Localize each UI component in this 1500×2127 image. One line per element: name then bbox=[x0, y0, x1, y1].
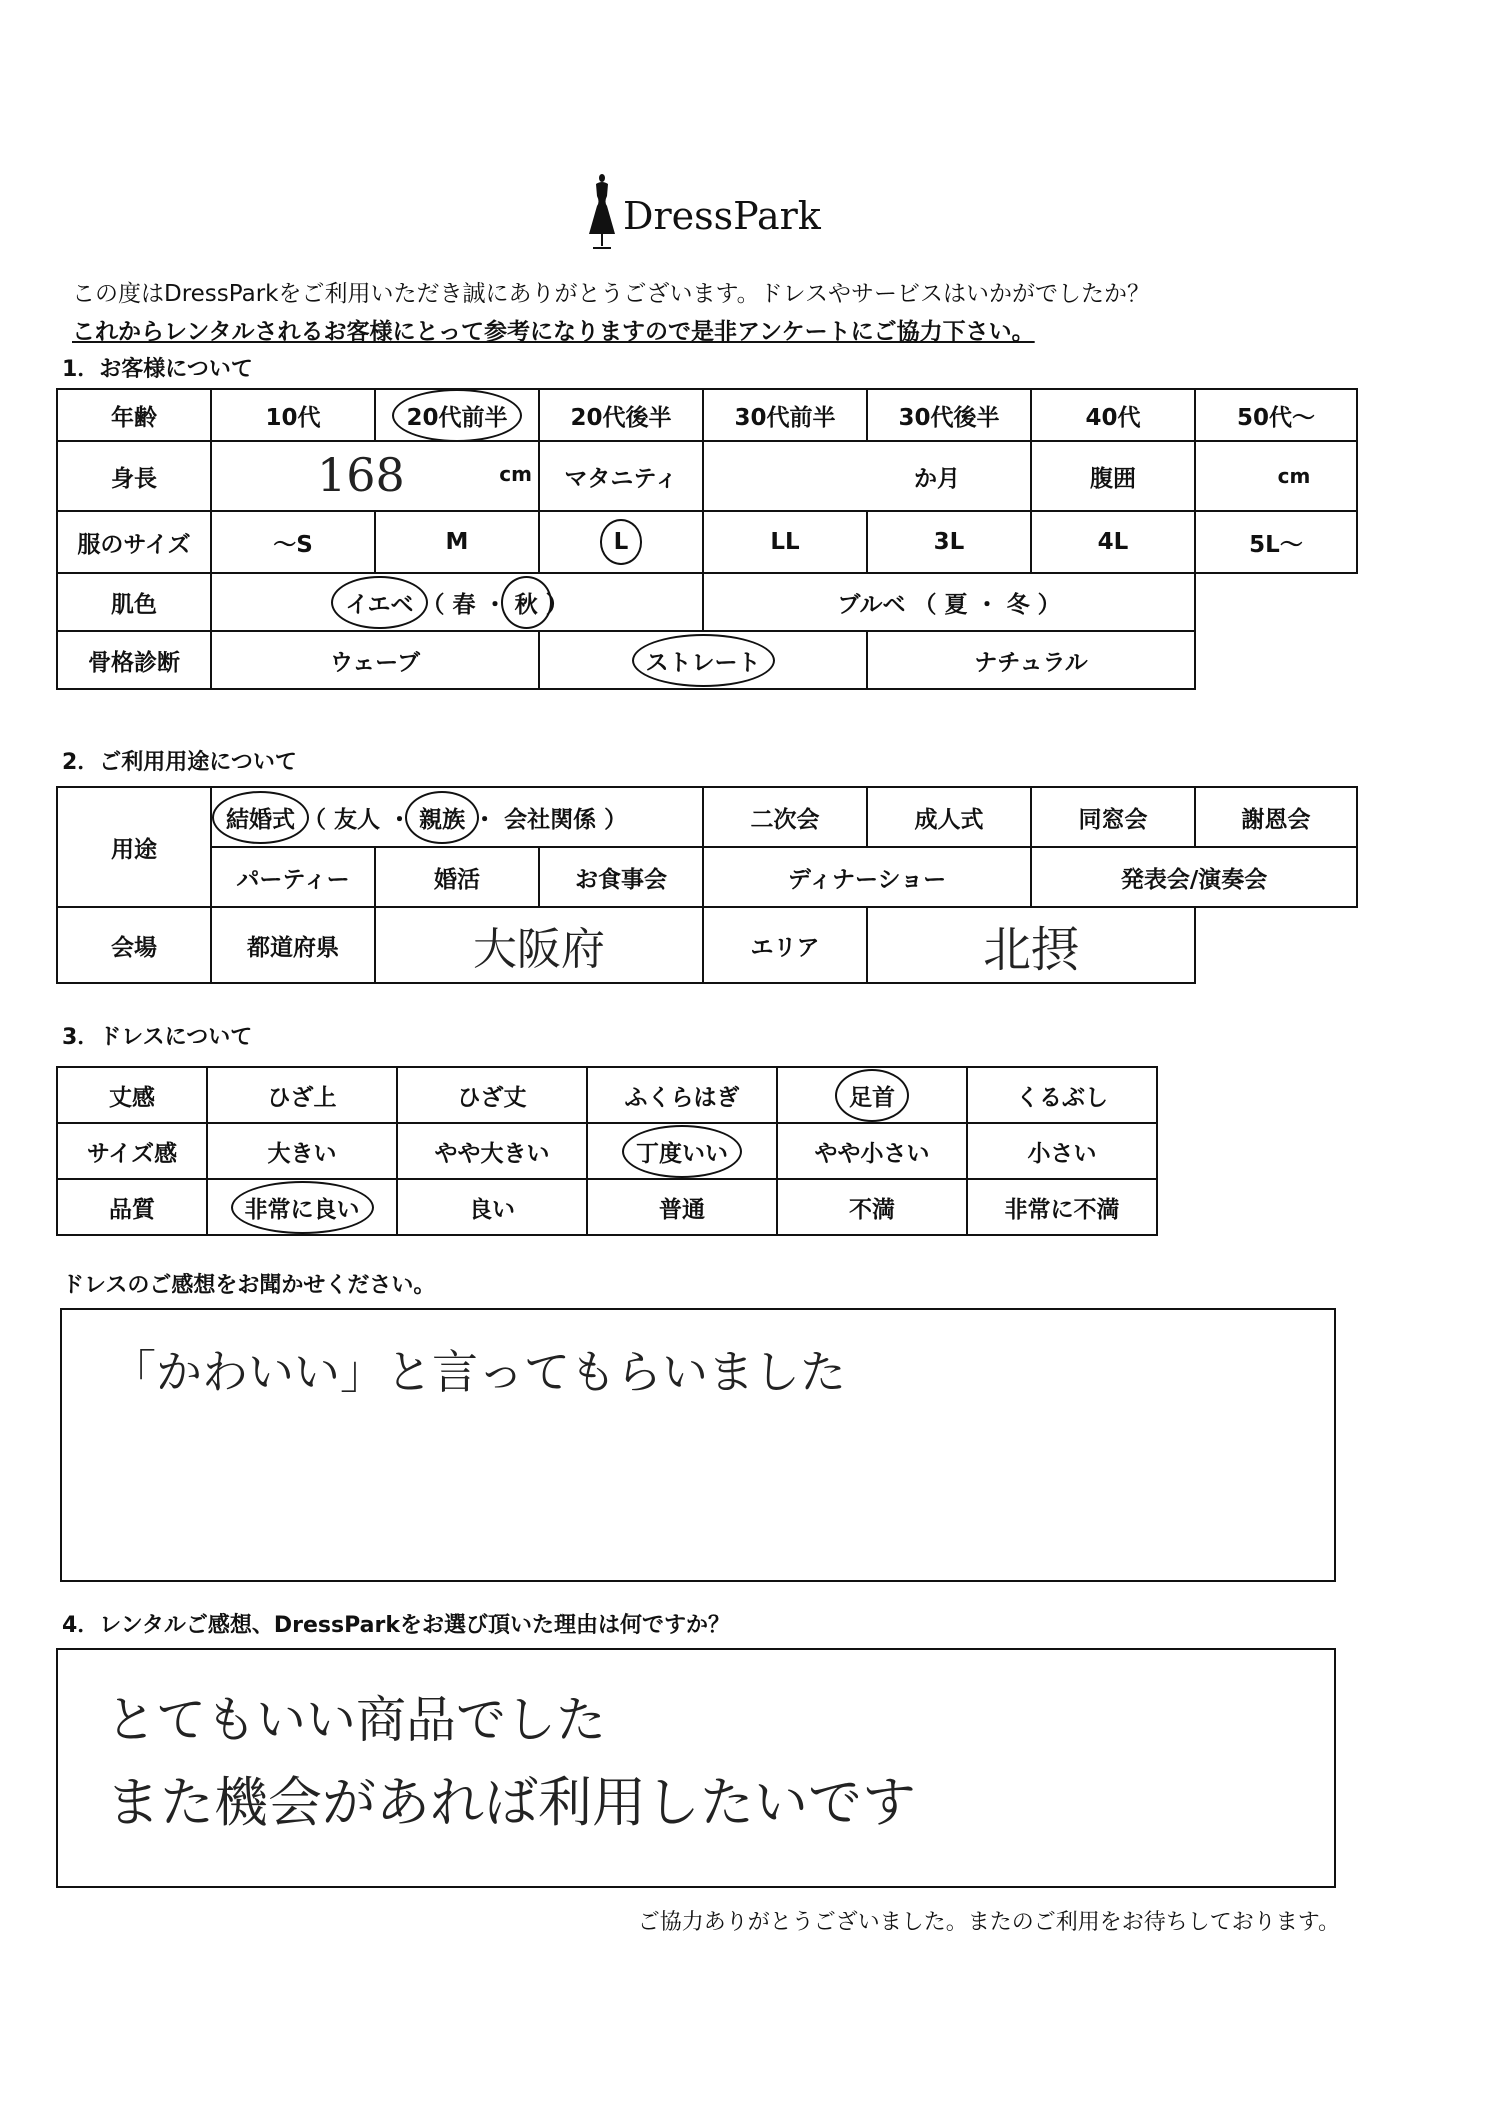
yellow-base-selected: イエベ bbox=[345, 586, 413, 619]
age-label: 年齢 bbox=[57, 389, 211, 441]
size-option[interactable]: 4L bbox=[1031, 511, 1195, 573]
intro-text: この度はDressParkをご利用いただき誠にありがとうございます。ドレスやサービスはいかがでしたか？ bbox=[72, 281, 1150, 307]
rental-comment-line-1: とてもいい商品でした bbox=[106, 1691, 606, 1749]
dress-comment-title: ドレスのご感想をお聞かせください。 bbox=[62, 1273, 436, 1298]
quality-option[interactable]: 不満 bbox=[777, 1179, 967, 1235]
height-field[interactable] bbox=[211, 441, 539, 511]
prefecture-label: 都道府県 bbox=[211, 907, 375, 983]
rental-comment-line-2: また機会があれば利用したいです bbox=[106, 1771, 916, 1834]
blue-base-label: ブルベ bbox=[837, 591, 906, 618]
dress-table bbox=[56, 1066, 1158, 1236]
section-1-title: 1．お客様について bbox=[62, 357, 253, 382]
fit-option[interactable]: やや大きい bbox=[397, 1123, 587, 1179]
prefecture-field[interactable] bbox=[375, 907, 703, 983]
dot-separator: ・ bbox=[473, 806, 497, 833]
company-option: 会社関係 bbox=[504, 806, 597, 833]
purpose-row-1 bbox=[57, 787, 1357, 847]
quality-option[interactable]: 良い bbox=[397, 1179, 587, 1235]
purpose-option[interactable]: 婚活 bbox=[375, 847, 539, 907]
dress-form-icon bbox=[585, 172, 619, 252]
dot-separator: ・ bbox=[388, 806, 412, 833]
paren-close: ） bbox=[604, 806, 628, 833]
empty-cell bbox=[1195, 573, 1357, 631]
age-option[interactable]: 50代〜 bbox=[1195, 389, 1357, 441]
paren-open: （ bbox=[303, 806, 327, 833]
winter-option: 冬 bbox=[1006, 591, 1030, 618]
relative-selected: 親族 bbox=[419, 801, 465, 834]
prefecture-value: 大阪府 bbox=[473, 924, 605, 975]
blue-base-option[interactable] bbox=[703, 573, 1195, 631]
skeleton-option[interactable]: ウェーブ bbox=[211, 631, 539, 689]
age-option[interactable]: 30代後半 bbox=[867, 389, 1031, 441]
age-option[interactable]: 20代後半 bbox=[539, 389, 703, 441]
skeleton-row bbox=[57, 631, 1357, 689]
skin-row bbox=[57, 573, 1357, 631]
fit-selected-value: 丁度いい bbox=[636, 1135, 728, 1168]
size-option[interactable]: 〜S bbox=[211, 511, 375, 573]
rental-comment-box[interactable] bbox=[56, 1648, 1336, 1888]
length-option[interactable]: ひざ丈 bbox=[397, 1067, 587, 1123]
fit-row bbox=[57, 1123, 1157, 1179]
height-unit: cm bbox=[499, 462, 532, 486]
paren-close: ） bbox=[545, 591, 569, 618]
size-option[interactable]: 3L bbox=[867, 511, 1031, 573]
section-3-title: 3．ドレスについて bbox=[62, 1025, 253, 1050]
skeleton-label: 骨格診断 bbox=[57, 631, 211, 689]
length-option-selected[interactable] bbox=[777, 1067, 967, 1123]
dress-comment-box[interactable] bbox=[60, 1308, 1336, 1582]
size-option[interactable]: 5L〜 bbox=[1195, 511, 1357, 573]
age-selected-value: 20代前半 bbox=[406, 399, 507, 432]
fit-option[interactable]: 小さい bbox=[967, 1123, 1157, 1179]
length-row bbox=[57, 1067, 1157, 1123]
paren-open: （ bbox=[913, 591, 937, 618]
purpose-option[interactable]: 同窓会 bbox=[1031, 787, 1195, 847]
purpose-option[interactable]: 成人式 bbox=[867, 787, 1031, 847]
months-unit: か月 bbox=[914, 465, 960, 492]
length-option[interactable]: くるぶし bbox=[967, 1067, 1157, 1123]
quality-selected-value: 非常に良い bbox=[245, 1191, 360, 1224]
size-label: 服のサイズ bbox=[57, 511, 211, 573]
dress-comment-text: 「かわいい」と言ってもらいました bbox=[110, 1345, 846, 1399]
height-value: 168 bbox=[317, 448, 405, 502]
size-option[interactable]: LL bbox=[703, 511, 867, 573]
spring-option: 春 bbox=[452, 591, 476, 618]
dresspark-logo bbox=[585, 172, 915, 262]
empty-cell bbox=[1195, 907, 1357, 983]
size-selected-value: L bbox=[613, 529, 629, 555]
skeleton-option-selected[interactable] bbox=[539, 631, 867, 689]
quality-option-selected[interactable] bbox=[207, 1179, 397, 1235]
size-option-selected[interactable] bbox=[539, 511, 703, 573]
height-row bbox=[57, 441, 1357, 511]
area-label: エリア bbox=[703, 907, 867, 983]
section-2-title: 2．ご利用用途について bbox=[62, 750, 297, 775]
skin-label: 肌色 bbox=[57, 573, 211, 631]
height-label: 身長 bbox=[57, 441, 211, 511]
purpose-option[interactable]: お食事会 bbox=[539, 847, 703, 907]
age-option-selected[interactable] bbox=[375, 389, 539, 441]
section-4-title: 4．レンタルご感想、DressParkをお選び頂いた理由は何ですか？ bbox=[62, 1613, 730, 1638]
purpose-option[interactable]: 謝恩会 bbox=[1195, 787, 1357, 847]
waist-unit: cm bbox=[1277, 464, 1311, 488]
purpose-row-2 bbox=[57, 847, 1357, 907]
purpose-option[interactable]: 二次会 bbox=[703, 787, 867, 847]
age-option[interactable]: 10代 bbox=[211, 389, 375, 441]
empty-cell bbox=[1195, 631, 1357, 689]
purpose-label: 用途 bbox=[57, 787, 211, 907]
waist-label: 腹囲 bbox=[1031, 441, 1195, 511]
customer-table bbox=[56, 388, 1358, 690]
thank-you-footer: ご協力ありがとうございました。またのご利用をお待ちしております。 bbox=[637, 1910, 1340, 1935]
fit-option-selected[interactable] bbox=[587, 1123, 777, 1179]
maternity-field[interactable] bbox=[703, 441, 1031, 511]
yellow-base-option[interactable] bbox=[211, 573, 703, 631]
quality-option[interactable]: 普通 bbox=[587, 1179, 777, 1235]
size-row bbox=[57, 511, 1357, 573]
paren-open: （ bbox=[421, 591, 445, 618]
summer-option: 夏 bbox=[944, 591, 968, 618]
quality-option[interactable]: 非常に不満 bbox=[967, 1179, 1157, 1235]
quality-label: 品質 bbox=[57, 1179, 207, 1235]
area-value: 北摂 bbox=[983, 921, 1080, 978]
waist-field[interactable] bbox=[1195, 441, 1357, 511]
length-option[interactable]: ふくらはぎ bbox=[587, 1067, 777, 1123]
intro-request: これからレンタルされるお客様にとって参考になりますので是非アンケートにご協力下さい。 bbox=[72, 319, 1035, 345]
age-option[interactable]: 30代前半 bbox=[703, 389, 867, 441]
quality-row bbox=[57, 1179, 1157, 1235]
dot-separator: ・ bbox=[975, 591, 999, 618]
maternity-label: マタニティ bbox=[539, 441, 703, 511]
fit-label: サイズ感 bbox=[57, 1123, 207, 1179]
length-label: 丈感 bbox=[57, 1067, 207, 1123]
skeleton-option[interactable]: ナチュラル bbox=[867, 631, 1195, 689]
wedding-selected: 結婚式 bbox=[226, 801, 295, 834]
area-field[interactable] bbox=[867, 907, 1195, 983]
length-selected-value: 足首 bbox=[849, 1079, 895, 1112]
wedding-option[interactable] bbox=[211, 787, 703, 847]
autumn-selected: 秋 bbox=[515, 586, 538, 619]
friend-option: 友人 bbox=[334, 806, 381, 833]
paren-close: ） bbox=[1037, 591, 1061, 618]
purpose-table bbox=[56, 786, 1358, 984]
age-row bbox=[57, 389, 1357, 441]
brand-name: DressPark bbox=[623, 194, 821, 238]
size-option[interactable]: M bbox=[375, 511, 539, 573]
venue-label: 会場 bbox=[57, 907, 211, 983]
age-option[interactable]: 40代 bbox=[1031, 389, 1195, 441]
purpose-option[interactable]: 発表会/演奏会 bbox=[1031, 847, 1357, 907]
purpose-option[interactable]: ディナーショー bbox=[703, 847, 1031, 907]
venue-row bbox=[57, 907, 1357, 983]
skeleton-selected-value: ストレート bbox=[646, 644, 761, 677]
length-option[interactable]: ひざ上 bbox=[207, 1067, 397, 1123]
fit-option[interactable]: やや小さい bbox=[777, 1123, 967, 1179]
purpose-option[interactable]: パーティー bbox=[211, 847, 375, 907]
fit-option[interactable]: 大きい bbox=[207, 1123, 397, 1179]
dot-separator: ・ bbox=[483, 591, 507, 618]
